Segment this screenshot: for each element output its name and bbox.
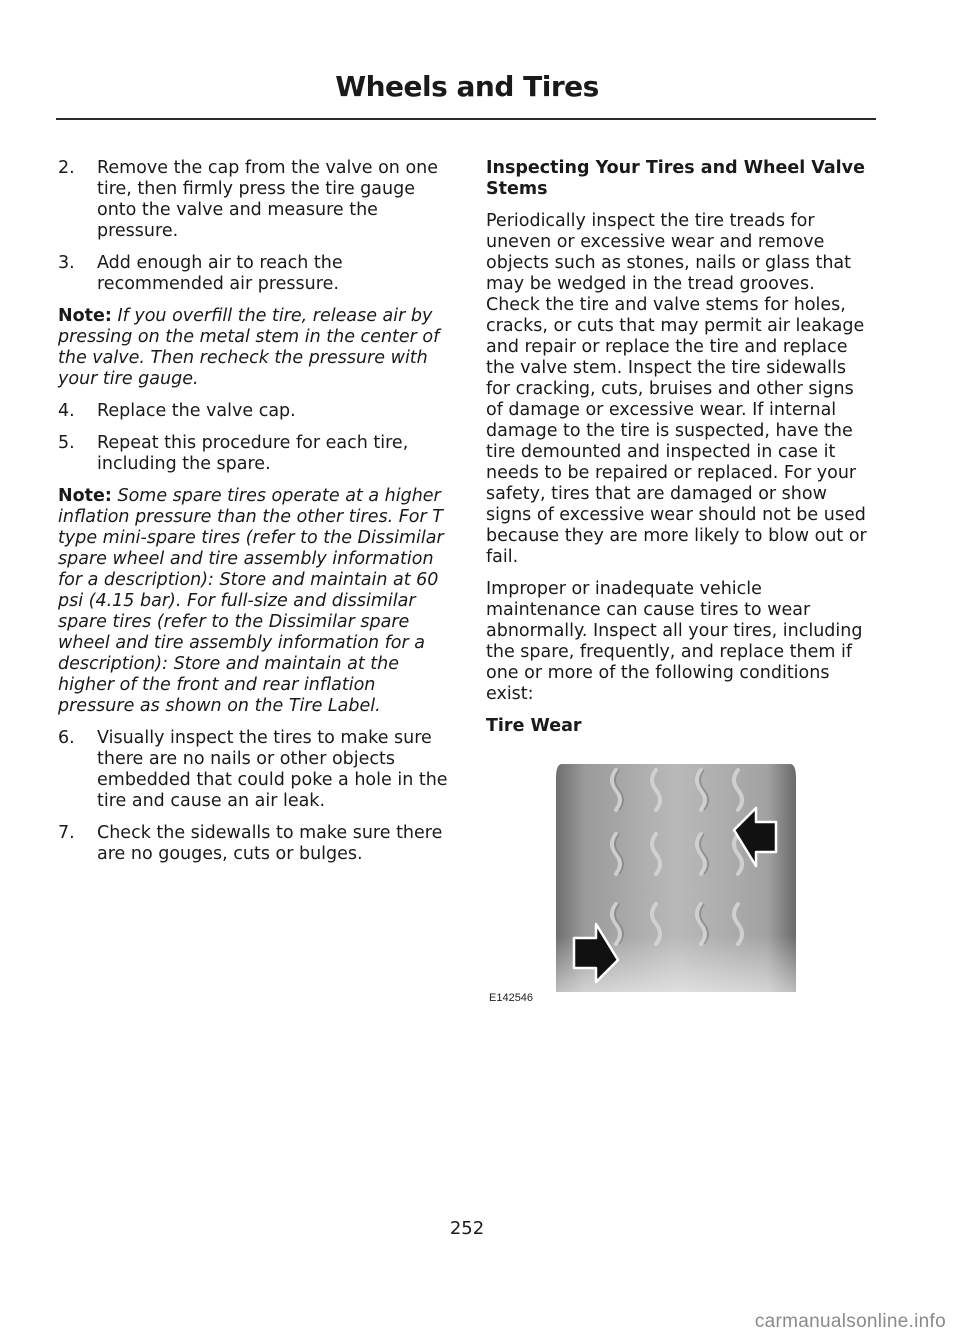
note-overfill [58, 306, 450, 390]
step-number: 5. [58, 433, 75, 453]
note-label: Note: [58, 486, 112, 506]
right-column [486, 158, 874, 748]
step-text: Check the sidewalls to make sure there are no gouges, cuts or bulges. [97, 823, 443, 864]
step-text: Replace the valve cap. [97, 401, 296, 421]
paragraph: Periodically inspect the tire treads for uneven or excessive wear and remove objects such as stones, nails or glass that may be wedged in the tread grooves. Check the tire and valve stems for holes, cracks, or cuts that may permit air leakage and repair or replace the tire and replace the valve stem. Inspect the tire sidewalls for cracking, cuts, bruises and other signs of damage or excessive wear. If internal damage to the tire is suspected, have the tire demounted and inspected in case it needs to be repaired or replaced. For your safety, tires that are damaged or show signs of excessive wear should not be used because they are more likely to blow out or fail. [486, 211, 867, 567]
note-text: If you overfill the tire, release air by pressing on the metal stem in the center of the valve. Then recheck the pressure with your tire gauge. [58, 306, 440, 389]
step-text: Remove the cap from the valve on one tire, then firmly press the tire gauge onto the valve and measure the pressure. [97, 158, 439, 241]
header-divider [56, 118, 876, 120]
step-item [58, 401, 450, 422]
step-item [58, 158, 450, 242]
note-label: Note: [58, 306, 112, 326]
figure-caption: E142546 [489, 992, 534, 1004]
step-item [58, 823, 450, 865]
page-title: Wheels and Tires [335, 70, 599, 103]
step-number: 7. [58, 823, 75, 843]
step-text: Add enough air to reach the recommended air pressure. [97, 253, 343, 294]
step-number: 4. [58, 401, 75, 421]
step-item [58, 253, 450, 295]
note-text: Some spare tires operate at a higher inflation pressure than the other tires. For T type mini-spare tires (refer to the Dissimilar spare wheel and tire assembly information for a description): Store and maintain at 60 psi (4.15 bar). For full-size and dissimilar spare tires (refer to the Dissimilar spare wheel and tire assembly information for a description): Store and maintain at the higher of the front and rear inflation pressure as shown on the Tire Label. [58, 486, 444, 716]
step-item [58, 433, 450, 475]
subheading: Tire Wear [486, 716, 582, 736]
step-number: 2. [58, 158, 75, 178]
left-column [58, 158, 450, 876]
paragraph: Improper or inadequate vehicle maintenance can cause tires to wear abnormally. Inspect all your tires, including the spare, frequently, and replace them if one or more of the following conditions exist: [486, 579, 863, 704]
step-item [58, 728, 450, 812]
step-number: 6. [58, 728, 75, 748]
page-number: 252 [449, 1218, 485, 1239]
note-spare-tires [58, 486, 450, 717]
step-number: 3. [58, 253, 75, 273]
step-text: Visually inspect the tires to make sure there are no nails or other objects embedded that could poke a hole in the tire and cause an air leak. [97, 728, 448, 811]
section-heading: Inspecting Your Tires and Wheel Valve Stems [486, 158, 865, 199]
watermark: carmanualsonline.info [754, 1311, 946, 1332]
step-text: Repeat this procedure for each tire, including the spare. [97, 433, 409, 474]
tire-wear-illustration [556, 764, 796, 992]
